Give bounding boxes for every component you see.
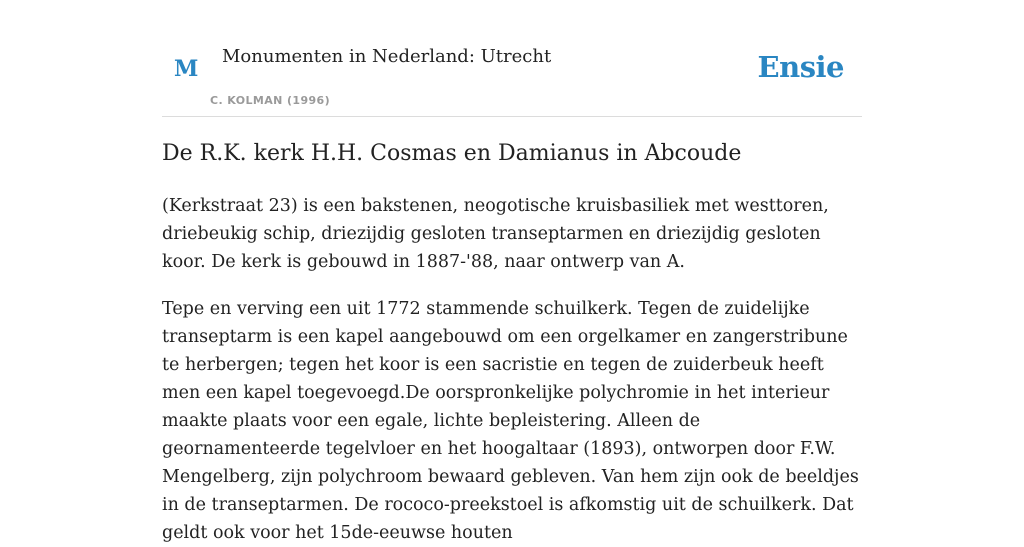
brand-logo[interactable]: Ensie <box>757 50 844 84</box>
article-body <box>162 136 862 547</box>
source-header <box>162 0 862 117</box>
author-line: C. KOLMAN (1996) <box>210 94 331 107</box>
book-title[interactable]: Monumenten in Nederland: Utrecht <box>222 46 552 67</box>
article-paragraph: (Kerkstraat 23) is een bakstenen, neogotische kruisbasiliek met westtoren, driebeukig schip, driezijdig gesloten transeptarmen en driezijdig gesloten koor. De kerk is gebouwd in 1887-'88, naar ontwerp van A. <box>162 196 829 272</box>
article-title: De R.K. kerk H.H. Cosmas en Damianus in Abcoude <box>162 141 742 166</box>
article-paragraph: Tepe en verving een uit 1772 stammende schuilkerk. Tegen de zuidelijke transeptarm is een kapel aangebouwd om een orgelkamer en zangerstribune te herbergen; tegen het koor is een sacristie en tegen de zuiderbeuk heeft men een kapel toegevoegd.De oorspronkelijke polychromie in het interieur maakte plaats voor een egale, lichte bepleistering. Alleen de geornamenteerde tegelvloer en het hoogaltaar (1893), ontworpen door F.W. Mengelberg, zijn polychroom bewaard gebleven. Van hem zijn ook de beeldjes in de transeptarmen. De rococo-preekstoel is afkomstig uit de schuilkerk. Dat geldt ook voor het 15de-eeuwse houten <box>162 299 859 543</box>
source-logo[interactable]: M <box>174 56 199 82</box>
